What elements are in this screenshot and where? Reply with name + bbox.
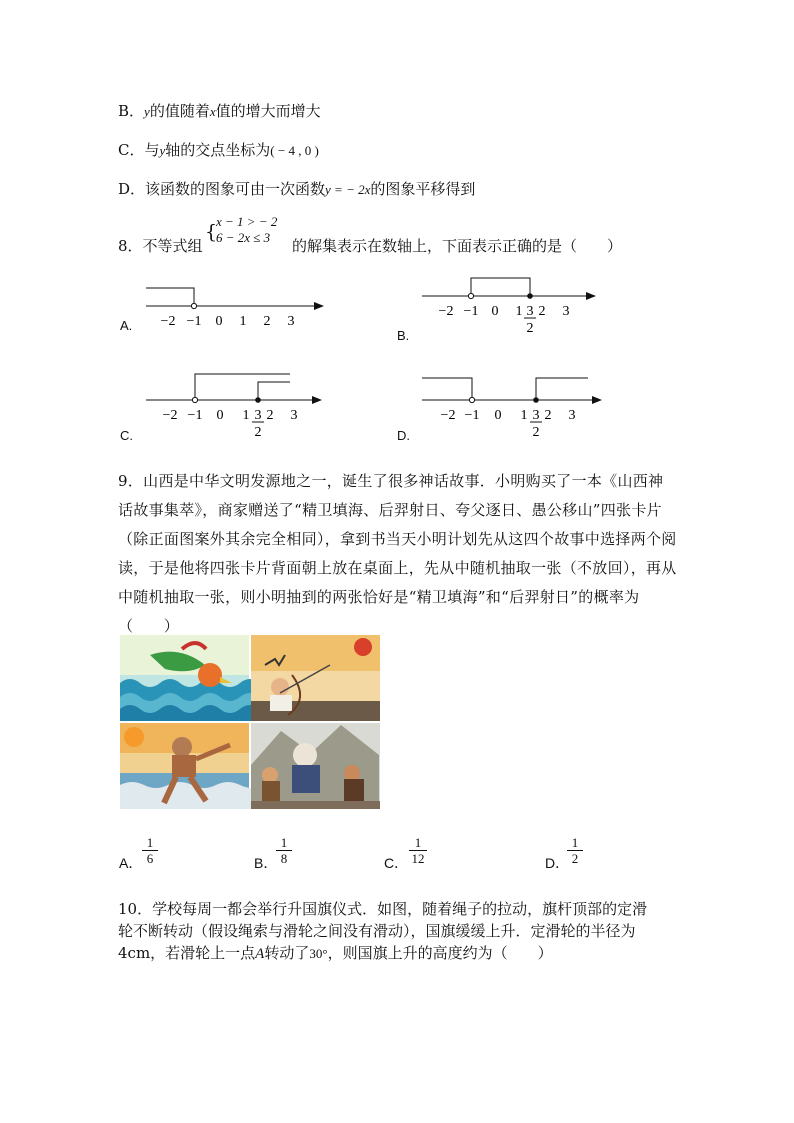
- option-d-label: D.: [397, 428, 410, 443]
- q8-stem-suffix: 的解集表示在数轴上，下面表示正确的是（ ）: [292, 237, 623, 255]
- tick-label: 0: [216, 408, 224, 423]
- q8-stem: 8．不等式组: [118, 237, 203, 255]
- q7-option-b: B．y的值随着x值的增大而增大: [118, 102, 321, 120]
- q9-option-a-label: A．: [119, 855, 143, 871]
- tick-label: 2: [266, 408, 274, 423]
- solution-bracket-2: [258, 382, 290, 400]
- q9-option-b-label: B．: [254, 855, 278, 871]
- frac-numerator: 3: [532, 408, 540, 423]
- option-c-label: C.: [120, 428, 133, 443]
- q7-option-d: D．该函数的图象可由一次函数y = − 2x的图象平移得到: [118, 180, 476, 198]
- inequality-system: [216, 214, 277, 246]
- number-line-d: [416, 368, 610, 440]
- tick-label: 0: [494, 408, 502, 423]
- option-b-label: B.: [397, 328, 410, 343]
- q9-option-c-label: C．: [384, 855, 409, 871]
- closed-point: [527, 293, 533, 299]
- q7-option-c: C．与y轴的交点坐标为( − 4 , 0 ): [118, 141, 319, 159]
- closed-point: [533, 397, 539, 403]
- tick-label: 1: [520, 408, 528, 423]
- point-a: A: [255, 946, 265, 962]
- myth-cards-illustration: [120, 635, 380, 809]
- brace: {: [205, 221, 218, 243]
- q10-line-1: 10．学校每周一都会举行升国旗仪式．如图，随着绳子的拉动，旗杆顶部的定滑: [118, 900, 648, 918]
- tick-label: 0: [491, 304, 499, 319]
- tick-label: −2: [438, 304, 454, 319]
- tick-label: −1: [464, 408, 480, 423]
- q10-line-2: 轮不断转动（假设绳索与滑轮之间没有滑动），国旗缓缓上升．定滑轮的半径为: [118, 922, 636, 940]
- open-point: [192, 397, 197, 402]
- card-houyi-picture: [251, 635, 380, 721]
- frac-denominator: 2: [254, 425, 262, 440]
- open-point: [468, 293, 473, 298]
- tick-label: 0: [215, 314, 223, 329]
- tick-label: 3: [287, 314, 295, 329]
- tick-label: 1: [515, 304, 523, 319]
- open-point: [191, 303, 196, 308]
- q9-option-d-label: D．: [545, 855, 570, 871]
- q9-text: 9．山西是中华文明发源地之一，诞生了很多神话故事．小明购买了一本《山西神话故事集萃》，商家赠送了“精卫填海、后羿射日、夸父逐日、愚公移山”四张卡片（除正面图案外其余完全相同），拿到书当天小明计划先从这四个故事中选择两个阅读，于是他将四张卡片背面朝上放在桌面上，先从中随机抽取一张（不放回），再从中随机抽取一张，则小明抽到的两张恰好是“精卫填海”和“后羿射日”的概率为（ ）: [118, 472, 677, 635]
- angle-value: 30°: [309, 946, 328, 961]
- q9-option-c-value: $\frac{1}{12}$: [409, 836, 427, 866]
- arrow-icon: [592, 396, 602, 404]
- tick-label: −2: [440, 408, 456, 423]
- solution-bracket: [471, 278, 530, 296]
- arrow-icon: [314, 302, 324, 310]
- open-point: [469, 397, 474, 402]
- number-line-c: [140, 368, 330, 440]
- card-kuafu-picture: [120, 723, 264, 809]
- tick-label: 3: [562, 304, 570, 319]
- tick-label: 2: [544, 408, 552, 423]
- card-jingwei-picture: [120, 635, 260, 721]
- tick-label: 1: [242, 408, 250, 423]
- solution-bracket: [146, 288, 194, 306]
- q9-option-b-value: $\frac{1}{8}$: [276, 836, 292, 866]
- frac-denominator: 2: [526, 321, 534, 336]
- closed-point: [255, 397, 261, 403]
- number-line-b: [416, 272, 606, 342]
- tick-label: 3: [568, 408, 576, 423]
- tick-label: −1: [187, 408, 203, 423]
- tick-label: −1: [463, 304, 479, 319]
- frac-numerator: 3: [526, 304, 534, 319]
- option-a-label: A.: [120, 318, 133, 333]
- frac-numerator: 3: [254, 408, 262, 423]
- solution-bracket-left: [422, 378, 472, 400]
- tick-label: −1: [186, 314, 202, 329]
- frac-denominator: 2: [532, 425, 540, 440]
- inequality-1: x − 1 > − 2: [216, 214, 278, 229]
- arrow-icon: [586, 292, 596, 300]
- tick-label: 2: [538, 304, 546, 319]
- number-line-a: [140, 282, 330, 332]
- tick-label: 1: [239, 314, 247, 329]
- tick-label: −2: [162, 408, 178, 423]
- inequality-2: 6 − 2x ≤ 3: [216, 230, 271, 245]
- tick-label: −2: [160, 314, 176, 329]
- tick-label: 2: [263, 314, 271, 329]
- q10-line-3: 4cm，若滑轮上一点A转动了30°，则国旗上升的高度约为（ ）: [118, 944, 553, 962]
- q9-option-d-value: $\frac{1}{2}$: [567, 836, 583, 866]
- solution-bracket-right: [536, 378, 588, 400]
- card-yugong-picture: [251, 723, 380, 809]
- tick-label: 3: [290, 408, 298, 423]
- arrow-icon: [312, 396, 322, 404]
- option-label: B．: [118, 102, 145, 120]
- solution-bracket-1: [195, 374, 290, 400]
- q9-option-a-value: $\frac{1}{6}$: [142, 836, 158, 866]
